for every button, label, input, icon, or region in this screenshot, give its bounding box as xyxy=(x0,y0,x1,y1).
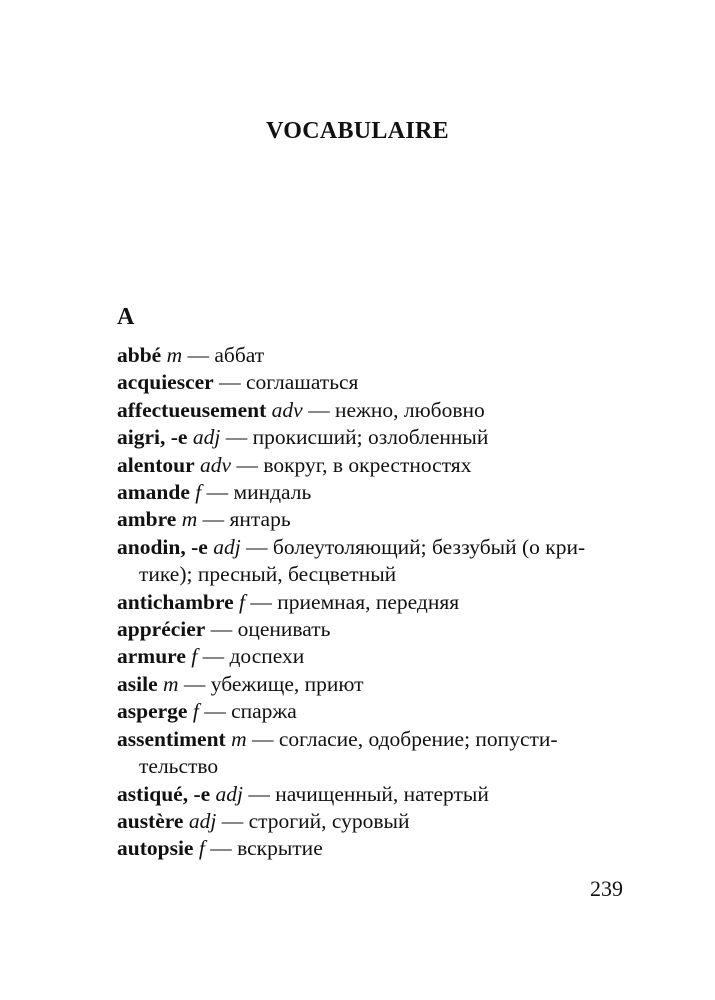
entry-headword: abbé xyxy=(117,343,162,367)
entry-grammar-tag: adj xyxy=(213,534,241,559)
entry-dash: — xyxy=(216,808,249,833)
entry-grammar-tag: f xyxy=(198,836,205,861)
entry-headword: apprécier xyxy=(117,617,206,642)
entry-grammar-tag: f xyxy=(191,644,198,669)
vocabulary-entry xyxy=(117,506,612,533)
entry-headword: astiqué, -e xyxy=(117,781,211,806)
entry-translation-continuation: тельство xyxy=(139,754,219,779)
entry-grammar-tag: f xyxy=(239,589,246,614)
entry-dash: — xyxy=(198,699,232,724)
section-letter: A xyxy=(117,304,135,330)
vocabulary-entry xyxy=(117,616,612,643)
entry-translation: оценивать xyxy=(237,617,331,642)
entry-dash: — xyxy=(197,644,230,669)
entry-headword: antichambre xyxy=(117,589,234,614)
entry-dash: — xyxy=(204,836,238,861)
entry-translation: болеутоляющий; беззубый (о кри- xyxy=(272,534,586,559)
entry-dash: — xyxy=(205,617,238,642)
entry-grammar-tag: adj xyxy=(188,808,217,833)
entry-grammar-tag: f xyxy=(195,480,202,505)
entry-translation: нежно, любовно xyxy=(334,397,485,422)
entry-dash: — xyxy=(178,671,211,696)
entry-translation: согласие, одобрение; попусти- xyxy=(278,726,558,751)
entry-translation-continuation: тике); пресный, бесцветный xyxy=(139,562,397,587)
entry-grammar-tag: adj xyxy=(215,781,244,806)
vocabulary-entry xyxy=(117,589,612,616)
entry-dash: — xyxy=(243,781,276,806)
entry-headword: ambre xyxy=(117,507,177,532)
entry-headword: affectueusement xyxy=(117,397,267,422)
entry-dash: — xyxy=(197,507,230,532)
entry-translation: аббат xyxy=(214,343,265,367)
entry-headword: austère xyxy=(117,808,184,833)
vocabulary-entry xyxy=(117,808,612,835)
vocabulary-entry xyxy=(117,479,612,506)
entry-headword: armure xyxy=(117,644,186,669)
entry-grammar-tag: adv xyxy=(200,452,232,477)
page-number: 239 xyxy=(590,876,623,901)
entry-translation: начищенный, натертый xyxy=(275,781,489,806)
entry-headword: anodin, -e xyxy=(117,534,208,559)
entry-headword: aigri, -e xyxy=(117,425,188,450)
entry-translation: убежище, приют xyxy=(210,671,364,696)
page-title: VOCABULAIRE xyxy=(266,118,449,144)
entry-headword: asperge xyxy=(117,699,188,724)
entry-grammar-tag: adv xyxy=(271,397,303,422)
entry-dash: — xyxy=(182,343,215,367)
entry-translation: вскрытие xyxy=(237,836,323,861)
vocabulary-entry xyxy=(117,698,612,725)
entry-grammar-tag: m xyxy=(231,726,247,751)
entry-dash: — xyxy=(240,534,273,559)
vocabulary-entry xyxy=(117,726,612,753)
entry-translation: строгий, суровый xyxy=(248,808,410,833)
vocabulary-entry xyxy=(117,643,612,670)
entry-headword: alentour xyxy=(117,452,195,477)
entry-translation: спаржа xyxy=(231,699,297,724)
entry-headword: asile xyxy=(117,671,158,696)
vocabulary-entry xyxy=(117,452,612,479)
entry-translation: доспехи xyxy=(229,644,305,669)
entry-translation: вокруг, в окрестностях xyxy=(263,452,472,477)
vocabulary-entry xyxy=(117,397,612,424)
entry-headword: assentiment xyxy=(117,726,226,751)
entry-headword: amande xyxy=(117,480,190,505)
vocabulary-entry xyxy=(117,835,612,862)
entry-headword: acquiescer xyxy=(117,370,214,395)
entry-grammar-tag: f xyxy=(192,699,199,724)
entry-dash: — xyxy=(246,726,279,751)
vocabulary-entry xyxy=(117,369,612,396)
entry-dash: — xyxy=(201,480,234,505)
vocabulary-entry xyxy=(117,671,612,698)
vocabulary-list xyxy=(117,342,612,863)
entry-grammar-tag: m xyxy=(162,671,179,696)
entry-grammar-tag: m xyxy=(166,343,183,367)
entry-headword: autopsie xyxy=(117,836,194,861)
entry-dash: — xyxy=(231,452,264,477)
entry-translation: прокисший; озлобленный xyxy=(252,425,489,450)
entry-translation: янтарь xyxy=(229,507,291,532)
entry-dash: — xyxy=(213,370,246,395)
entry-translation: приемная, передняя xyxy=(277,589,460,614)
entry-dash: — xyxy=(302,397,335,422)
entry-grammar-tag: m xyxy=(181,507,198,532)
entry-dash: — xyxy=(220,425,253,450)
vocabulary-entry xyxy=(117,424,612,451)
entry-translation: миндаль xyxy=(233,480,312,505)
entry-grammar-tag: adj xyxy=(192,425,221,450)
vocabulary-entry xyxy=(117,534,612,561)
vocabulary-entry xyxy=(117,781,612,808)
entry-translation: соглашаться xyxy=(245,370,359,395)
vocabulary-entry xyxy=(117,342,612,369)
entry-dash: — xyxy=(245,589,278,614)
